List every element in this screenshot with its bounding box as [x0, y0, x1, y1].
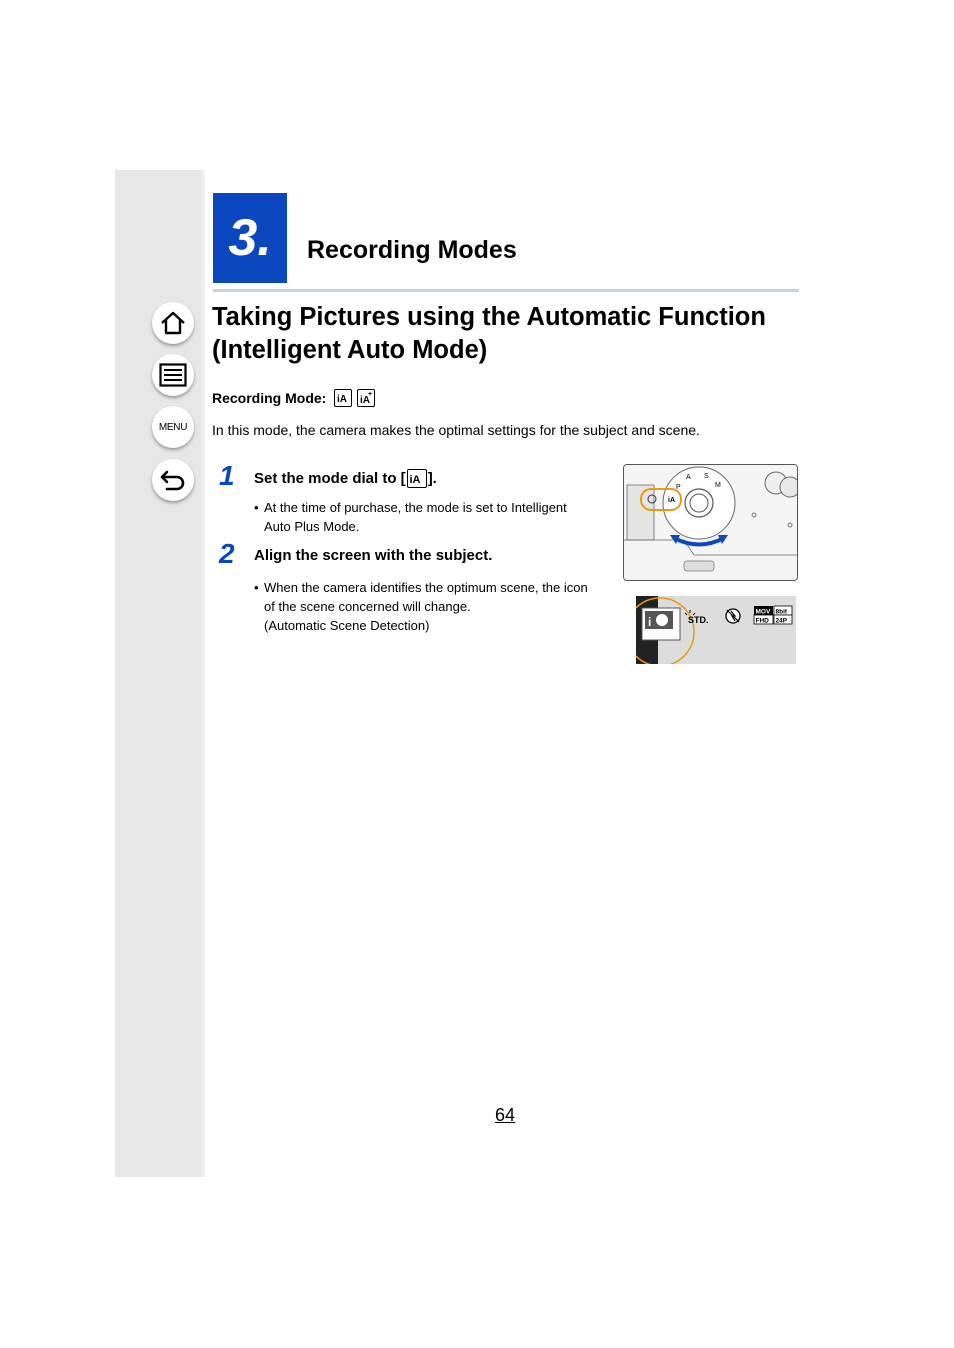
sidebar-edge [201, 170, 205, 1177]
step-1-number: 1 [219, 460, 235, 491]
bit-depth-label: 8bit [775, 608, 788, 616]
svg-text:i: i [648, 615, 652, 629]
intelligent-auto-plus-icon [357, 389, 375, 407]
page-title [212, 301, 812, 367]
page-number-link[interactable]: 64 [495, 1105, 516, 1125]
intelligent-auto-icon [407, 469, 427, 488]
page-title-line1: Taking Pictures using the Automatic Function [212, 303, 766, 331]
step-2-bullet: • When the camera identifies the optimum scene, the icon of the scene concerned will change. (Automatic Scene Detection) [254, 580, 588, 633]
svg-text:iA: iA [409, 474, 421, 486]
home-icon [159, 309, 187, 337]
back-button[interactable] [152, 459, 194, 501]
svg-text:iA: iA [359, 395, 370, 405]
dial-letter-s: S [704, 473, 709, 480]
svg-text:iA: iA [668, 497, 675, 504]
screen-illustration [636, 596, 796, 664]
chapter-number-box [213, 193, 287, 283]
chapter-title: Recording Modes [307, 236, 517, 264]
intelligent-auto-icon [334, 389, 352, 407]
list-icon [159, 363, 187, 387]
step-1-bullet: • At the time of purchase, the mode is set to Intelligent Auto Plus Mode. [254, 500, 567, 534]
photo-style-label: STD. [688, 615, 709, 625]
dial-letter-m: M [715, 482, 721, 489]
step-2-number: 2 [219, 538, 235, 569]
dial-letter-p: P [676, 484, 681, 491]
quality-label: FHD [755, 617, 769, 625]
mode-dial-illustration [623, 464, 798, 581]
recording-mode-label: Recording Mode: [212, 390, 327, 406]
step-1-text [254, 469, 437, 488]
return-icon [159, 466, 187, 494]
home-button[interactable] [152, 302, 194, 344]
dial-letter-a: A [686, 474, 691, 481]
step-2-text: Align the screen with the subject. [254, 547, 493, 564]
menu-label: MENU [158, 421, 188, 433]
chapter-number: 3. [228, 209, 272, 267]
chapter-divider [213, 289, 799, 292]
intro-text: In this mode, the camera makes the optimal settings for the subject and scene. [212, 422, 700, 438]
step-1-text-after: ]. [427, 470, 437, 487]
frame-rate-label: 24P [775, 617, 788, 625]
contents-button[interactable] [152, 354, 194, 396]
page-title-line2: (Intelligent Auto Mode) [212, 336, 488, 364]
recording-mode-row [212, 389, 375, 407]
menu-button[interactable] [152, 406, 194, 448]
step-1-text-before: Set the mode dial to [ [254, 470, 406, 487]
format-label: MOV [755, 608, 771, 616]
svg-text:+: + [367, 391, 372, 398]
svg-text:iA: iA [336, 394, 347, 405]
